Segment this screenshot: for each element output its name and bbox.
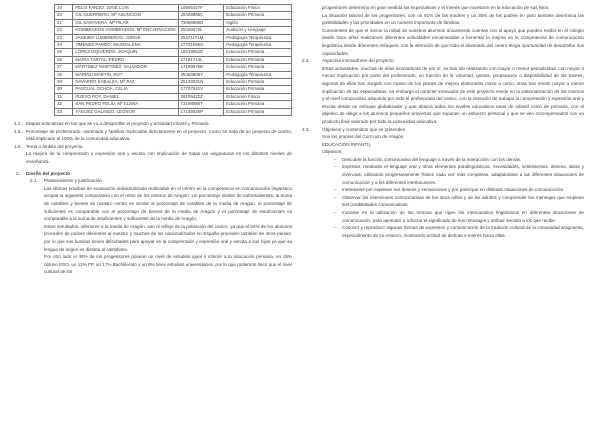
section-2-3 [300,126,584,134]
table-row [55,49,292,56]
section-1-4 [14,120,292,128]
teacher-specialty: Educación Física [224,93,292,100]
teacher-id: 17707542V [178,86,224,93]
teacher-name: SAN PEDRO FELIU, Mª ELENA [73,101,178,108]
teacher-id: 17191714L [178,56,224,63]
section-heading: Diseño del proyecto [26,170,70,176]
section-heading: Planteamiento y justificación [44,178,102,184]
row-number: 32 [55,101,73,108]
table-row [55,86,292,93]
table-row [55,71,292,78]
paragraph: La situación laboral de los progenitores, con un 61% de las madres y un 36% de los padres en paro también determina las posibilidades y las prioridades en un número importante de familias. [322,12,584,26]
paragraph: Por otro lado el 48% de los progenitores posean un nivel de estudios igual o inferior a la educación primaria, un 15% obtuvo ESO, un 11% FP, un 17% Bachillerato y un 9% tiene estudios universitarios, por lo que podemos decir que el nivel cultural de los [44,254,292,275]
table-row [55,34,292,41]
row-number: 20 [55,12,73,19]
section-number: 2.1. [30,178,38,184]
teacher-specialty: Inglés [224,19,292,26]
teacher-id: 17199876E [178,64,224,71]
table-row [55,64,292,71]
row-number: 23 [55,34,73,41]
curriculum-note: Son los propios del Currículo de Aragón: [322,134,405,140]
teacher-name: MARTÍNEZ MARTÍNEZ, SALVADOR [73,64,178,71]
teacher-id: 73198086T [178,101,224,108]
dash-bullet: – [334,194,337,200]
dash-bullet: – [334,164,337,170]
teacher-name: MARÍÑO MARTÍN, RUT [73,71,178,78]
section-text: Tema o ámbito del proyecto. [26,143,84,149]
paragraph: Las últimas pruebas de evaluación individualizada realizadas en el centro en la competencia en comunicación lingüística arrojan la siguiente comparativa con el resto de los centros de Aragón: Un porcentaje similar de sobresalientes, la suma de notables y bienes de nuestro centro es similar al porcentaje de notables de la media de Aragón, el porcentaje de suficientes es comparable con el porcentaje de bienes de la media de Aragón y el porcentaje de insuficientes es comparable a la suma de insuficientes y suficientes de la media de Aragón. [44,185,292,222]
objective-item [300,186,584,194]
table-row [55,108,292,115]
row-number: 30 [55,86,73,93]
table-row [55,42,292,49]
section-number: 1.5. [14,128,22,134]
teacher-id: 25428866C [178,12,224,19]
section-heading: Aspectos innovadores del proyecto [322,58,394,64]
row-number: 21 [55,19,73,26]
teacher-name: PASCUAL OCHOA, CELIA [73,86,178,93]
teacher-specialty: Pedagogía Terapéutica [224,71,292,78]
objective-text: Iniciarse en la utilización de las normas que rigen los intercambios lingüísticos en diferentes situaciones de comunicación, para aprender a reforzar el significado de sus mensajes y atribuir sentido a los que recibe. [342,210,584,223]
paragraph: Conscientes de que el menor la mitad de nuestros alumnos únicamente cuentan con el apoyo que pueden recibir en el colegio desde hace años realizamos diferentes actividades encaminadas a fomentar la mejora en la competencia de comunicación lingüística desde diferentes enfoques, con la intención de que todo el alumnado del centro tenga oportunidad de desarrollar sus capacidades. [322,27,584,56]
section-1-6 [14,143,292,166]
row-number: 22 [55,27,73,34]
section-text: Porcentaje de profesorado, alumnado y familias implicadas directamente en el proyecto. Como se trata de un proyecto de centro, está implicado el 100% de la comunidad educativa. [26,128,292,142]
teacher-name: PUEYO ROY, DANIEL [73,93,178,100]
objective-item [300,163,584,186]
teacher-id: 25436570L [178,27,224,34]
teacher-name: NAVARRO SABALZA, Mª PAZ [73,79,178,86]
teacher-name: FELIX FANDO, JOSÉ LUIS [73,5,178,12]
left-column [14,4,292,276]
teacher-name: HOMBRADOS HOMBRADOS, Mª ENCARNACIÓN [73,27,178,34]
paragraph: Estos resultados, inferiores a la media de Aragón, son el reflejo de la población del centro, ya que el 54% de los alumnos proceden de países diferentes al nuestro y muchos de los nacionalizados en España proceden también de otros países, por lo que sus familias tienen dificultades para apoyar en la comprensión y expresión oral y escrita a sus hijos ya que su lengua de origen es distinta al castellano. [44,223,292,252]
teacher-id: 25133031N [178,79,224,86]
dash-bullet: – [334,187,337,193]
section-heading: Objetivos y contenidos que se pretenden. [322,126,407,132]
dash-bullet: – [334,225,337,231]
teacher-specialty: Educación Primaria [224,79,292,86]
objective-item [300,209,584,224]
paragraph: Estas actividades, muchas de ellas innovadoras de por sí, se han ido realizando con mayor o menor periodicidad, con mayor o menor implicación por parte del profesorado, en función de la voluntad, gustos, preparación o disponibilidad de los tutores, algunas de ellas han surgido con motivo de los planes de mejora elaborados curso a curso, otras han tenido mayor o menor implicación de las especialistas, en embargo el carácter innovador de este proyecto reside en la sistematización de los mismos y el nivel compromiso adquirido por todo el profesorado del centro, con la intención de trabajar la comprensión y expresión oral y escrita desde un enfoque globalizador y que abarca todos los niveles educativos tanto de infantil como de primaria, con el objetivo de dirigir a los alumnos pequeños proyectos que suponen un esfuerzo personal y que se ven recompensados con un producto final valorado por toda la comunidad educativa. [322,65,584,124]
section-2-1 [14,177,292,185]
teacher-specialty: Educación Primaria [224,56,292,63]
table-row [55,56,292,63]
teacher-id: 25471171M [178,34,224,41]
section-number: 1.4. [14,121,22,127]
teacher-name: YAGÜEZ GALINDO, LEONOR [73,108,178,115]
section-number: 2. [16,170,20,176]
section-number: 2.2. [302,58,310,64]
staff-table [54,4,292,116]
dash-bullet: – [334,210,337,216]
teacher-name: GIL GUERRERO, Mª ASUNCIÓN [73,12,178,19]
table-row [55,93,292,100]
row-number: 19 [55,5,73,12]
teacher-id: 25483608Y [178,71,224,78]
row-number: 28 [55,71,73,78]
row-number: 27 [55,64,73,71]
teacher-name: JIMENEZ PARDO, MAGDALENA [73,42,178,49]
teacher-specialty: Educación Primaria [224,101,292,108]
row-number: 31 [55,93,73,100]
table-row [55,12,292,19]
teacher-name: LÓPEZ IZQUIERDO, JOAQUÍN [73,49,178,56]
table-row [55,79,292,86]
teacher-id: 73068885D [178,19,224,26]
section-body: La mejora de la comprensión y expresión oral y escrita con implicación de todas las asignaturas en los distintos niveles de enseñanza. [26,151,292,165]
objectives-label: Objetivos: [322,149,343,155]
objective-text: Expresar, mediante el lenguaje oral y otras elementos paralingüísticos, necesidades, sentimientos, deseos, ideas y vivencias, utilizando progresivamente frases cada vez más completas, adaptándose a las diferentes situaciones de comunicación y a los diferentes interlocutores. [342,164,584,185]
table-row [55,101,292,108]
row-number: 26 [55,56,73,63]
teacher-id: 29109422Z [178,93,224,100]
teacher-id: 10845427F [178,5,224,12]
table-row [55,5,292,12]
objective-item [300,224,584,239]
objectives-list [300,156,584,240]
teacher-specialty: Educación Primaria [224,108,292,115]
table-row [55,27,292,34]
objective-text: Interesarse por expresar sus deseos y sensaciones y por participar en distintas situaciones de comunicación. [342,187,565,193]
objective-text: Observar las intenciones comunicativas de los otros niños y de los adultos y comprender los mensajes que emplean sus posibilidades comunicativas. [342,194,584,208]
section-2 [14,170,292,178]
teacher-specialty: Educación Física [224,5,292,12]
objective-item [300,194,584,209]
paragraph: progenitores determina en gran medida las expectativas y el interés que muestran en la educación de sus hijos. [322,5,550,10]
dash-bullet: – [334,156,337,162]
teacher-id: 17701556G [178,42,224,49]
teacher-specialty: Educación Primaria [224,86,292,93]
right-column [300,4,584,239]
section-1-5 [14,128,292,143]
teacher-id: 17148026P [178,108,224,115]
teacher-name: GIL SARAVERA, Mª PILAR [73,19,178,26]
section-number: 2.3. [302,126,310,132]
stage-title: EDUCACIÓN INFANTIL [322,141,372,147]
section-number: 1.6. [14,143,22,149]
row-number: 25 [55,49,73,56]
row-number: 33 [55,108,73,115]
teacher-id: 18419652D [178,49,224,56]
teacher-name: JANEIRO LUMBRERAS, JORGE [73,34,178,41]
objective-text: Conocer y reproducir algunas formas de expresión y comunicación de la tradición cultural de la comunidad aragonesa, especialmente de su entorno, mostrando actitud de disfrute e interés hacia ellas. [342,225,584,238]
section-text: Etapas educativas en las que se va a desarrollar el proyecto y actividad Infantil y Primaria. [26,121,210,127]
teacher-name: MARIA TARTAL, PEDRO [73,56,178,63]
teacher-specialty: Educación Primaria [224,12,292,19]
teacher-specialty: Pedagogía Terapéutica [224,34,292,41]
objective-item [300,156,584,164]
teacher-specialty: Educación Primaria [224,64,292,71]
objective-text: Descubrir la función comunicativa del lenguaje a través de la interacción con los demás. [342,156,522,162]
row-number: 29 [55,79,73,86]
row-number: 24 [55,42,73,49]
teacher-specialty: Pedagogía Terapéutica [224,42,292,49]
section-2-2 [300,57,584,65]
teacher-specialty: Educación Primaria [224,49,292,56]
teacher-specialty: Audición y Lenguaje [224,27,292,34]
table-row [55,19,292,26]
